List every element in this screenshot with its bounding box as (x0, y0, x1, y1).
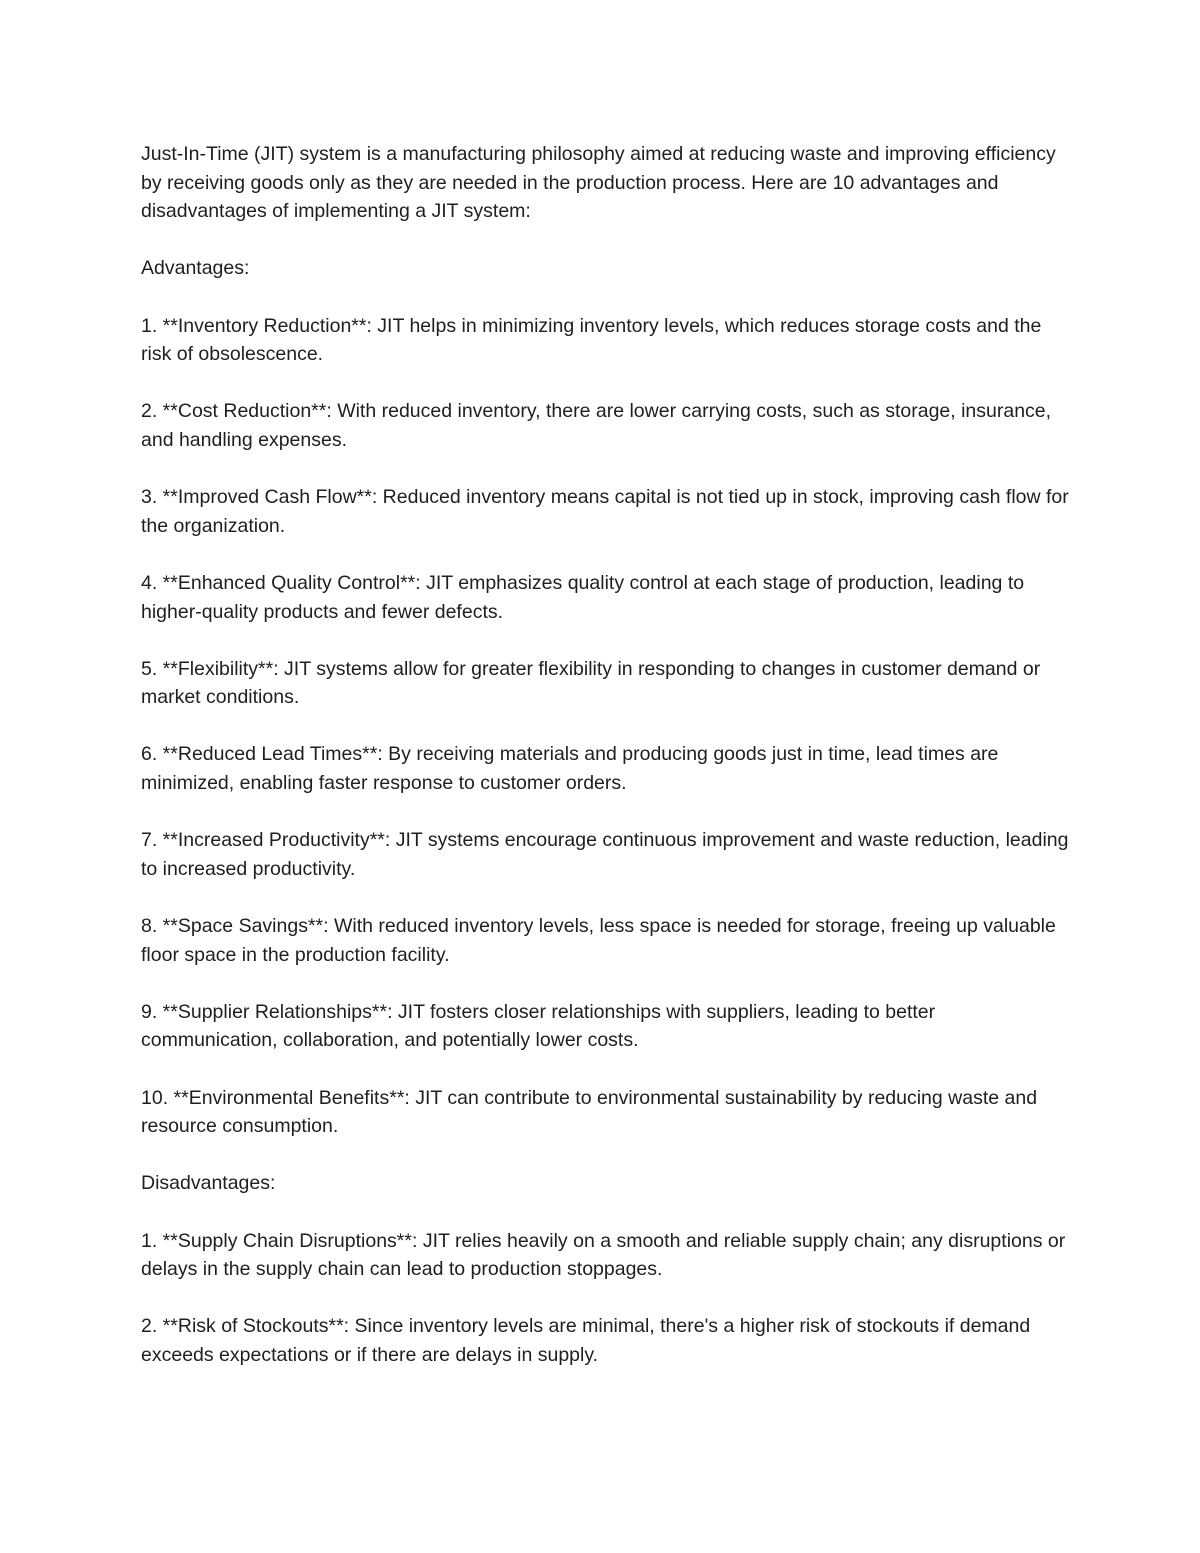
advantage-item: 2. **Cost Reduction**: With reduced inventory, there are lower carrying costs, such as storage, insurance, and handling expenses. (141, 400, 1052, 451)
advantage-item: 5. **Flexibility**: JIT systems allow for greater flexibility in responding to changes in customer demand or market conditions. (141, 657, 1041, 709)
advantage-item: 7. **Increased Productivity**: JIT systems encourage continuous improvement and waste reduction, leading to increased productivity. (141, 829, 1069, 880)
advantage-item: 6. **Reduced Lead Times**: By receiving materials and producing goods just in time, lead times are minimized, enabling faster response to customer orders. (141, 743, 999, 795)
advantage-item: 4. **Enhanced Quality Control**: JIT emphasizes quality control at each stage of production, leading to higher-quality products and fewer defects. (141, 571, 1025, 623)
intro-paragraph: Just-In-Time (JIT) system is a manufacturing philosophy aimed at reducing waste and improving efficiency by receiving goods only as they are needed in the production process. Here are 10 advantages and disadvantages of implementing a JIT system: (141, 143, 1056, 223)
disadvantage-item: 1. **Supply Chain Disruptions**: JIT relies heavily on a smooth and reliable supply chain; any disruptions or delays in the supply chain can lead to production stoppages. (141, 1229, 1066, 1281)
advantage-item: 3. **Improved Cash Flow**: Reduced inventory means capital is not tied up in stock, improving cash flow for the organization. (141, 486, 1069, 537)
disadvantages-heading: Disadvantages: (141, 1172, 276, 1195)
document-body (141, 140, 1071, 1398)
advantage-item: 8. **Space Savings**: With reduced inventory levels, less space is needed for storage, freeing up valuable floor space in the production facility. (141, 915, 1056, 966)
advantage-item: 9. **Supplier Relationships**: JIT fosters closer relationships with suppliers, leading to better communication, collaboration, and potentially lower costs. (141, 1000, 936, 1052)
advantage-item: 1. **Inventory Reduction**: JIT helps in minimizing inventory levels, which reduces storage costs and the risk of obsolescence. (141, 314, 1042, 366)
disadvantage-item: 2. **Risk of Stockouts**: Since inventory levels are minimal, there's a higher risk of stockouts if demand exceeds expectations or if there are delays in supply. (141, 1315, 1031, 1366)
advantages-heading: Advantages: (141, 257, 250, 280)
advantage-item: 10. **Environmental Benefits**: JIT can contribute to environmental sustainability by reducing waste and resource consumption. (141, 1086, 1038, 1138)
